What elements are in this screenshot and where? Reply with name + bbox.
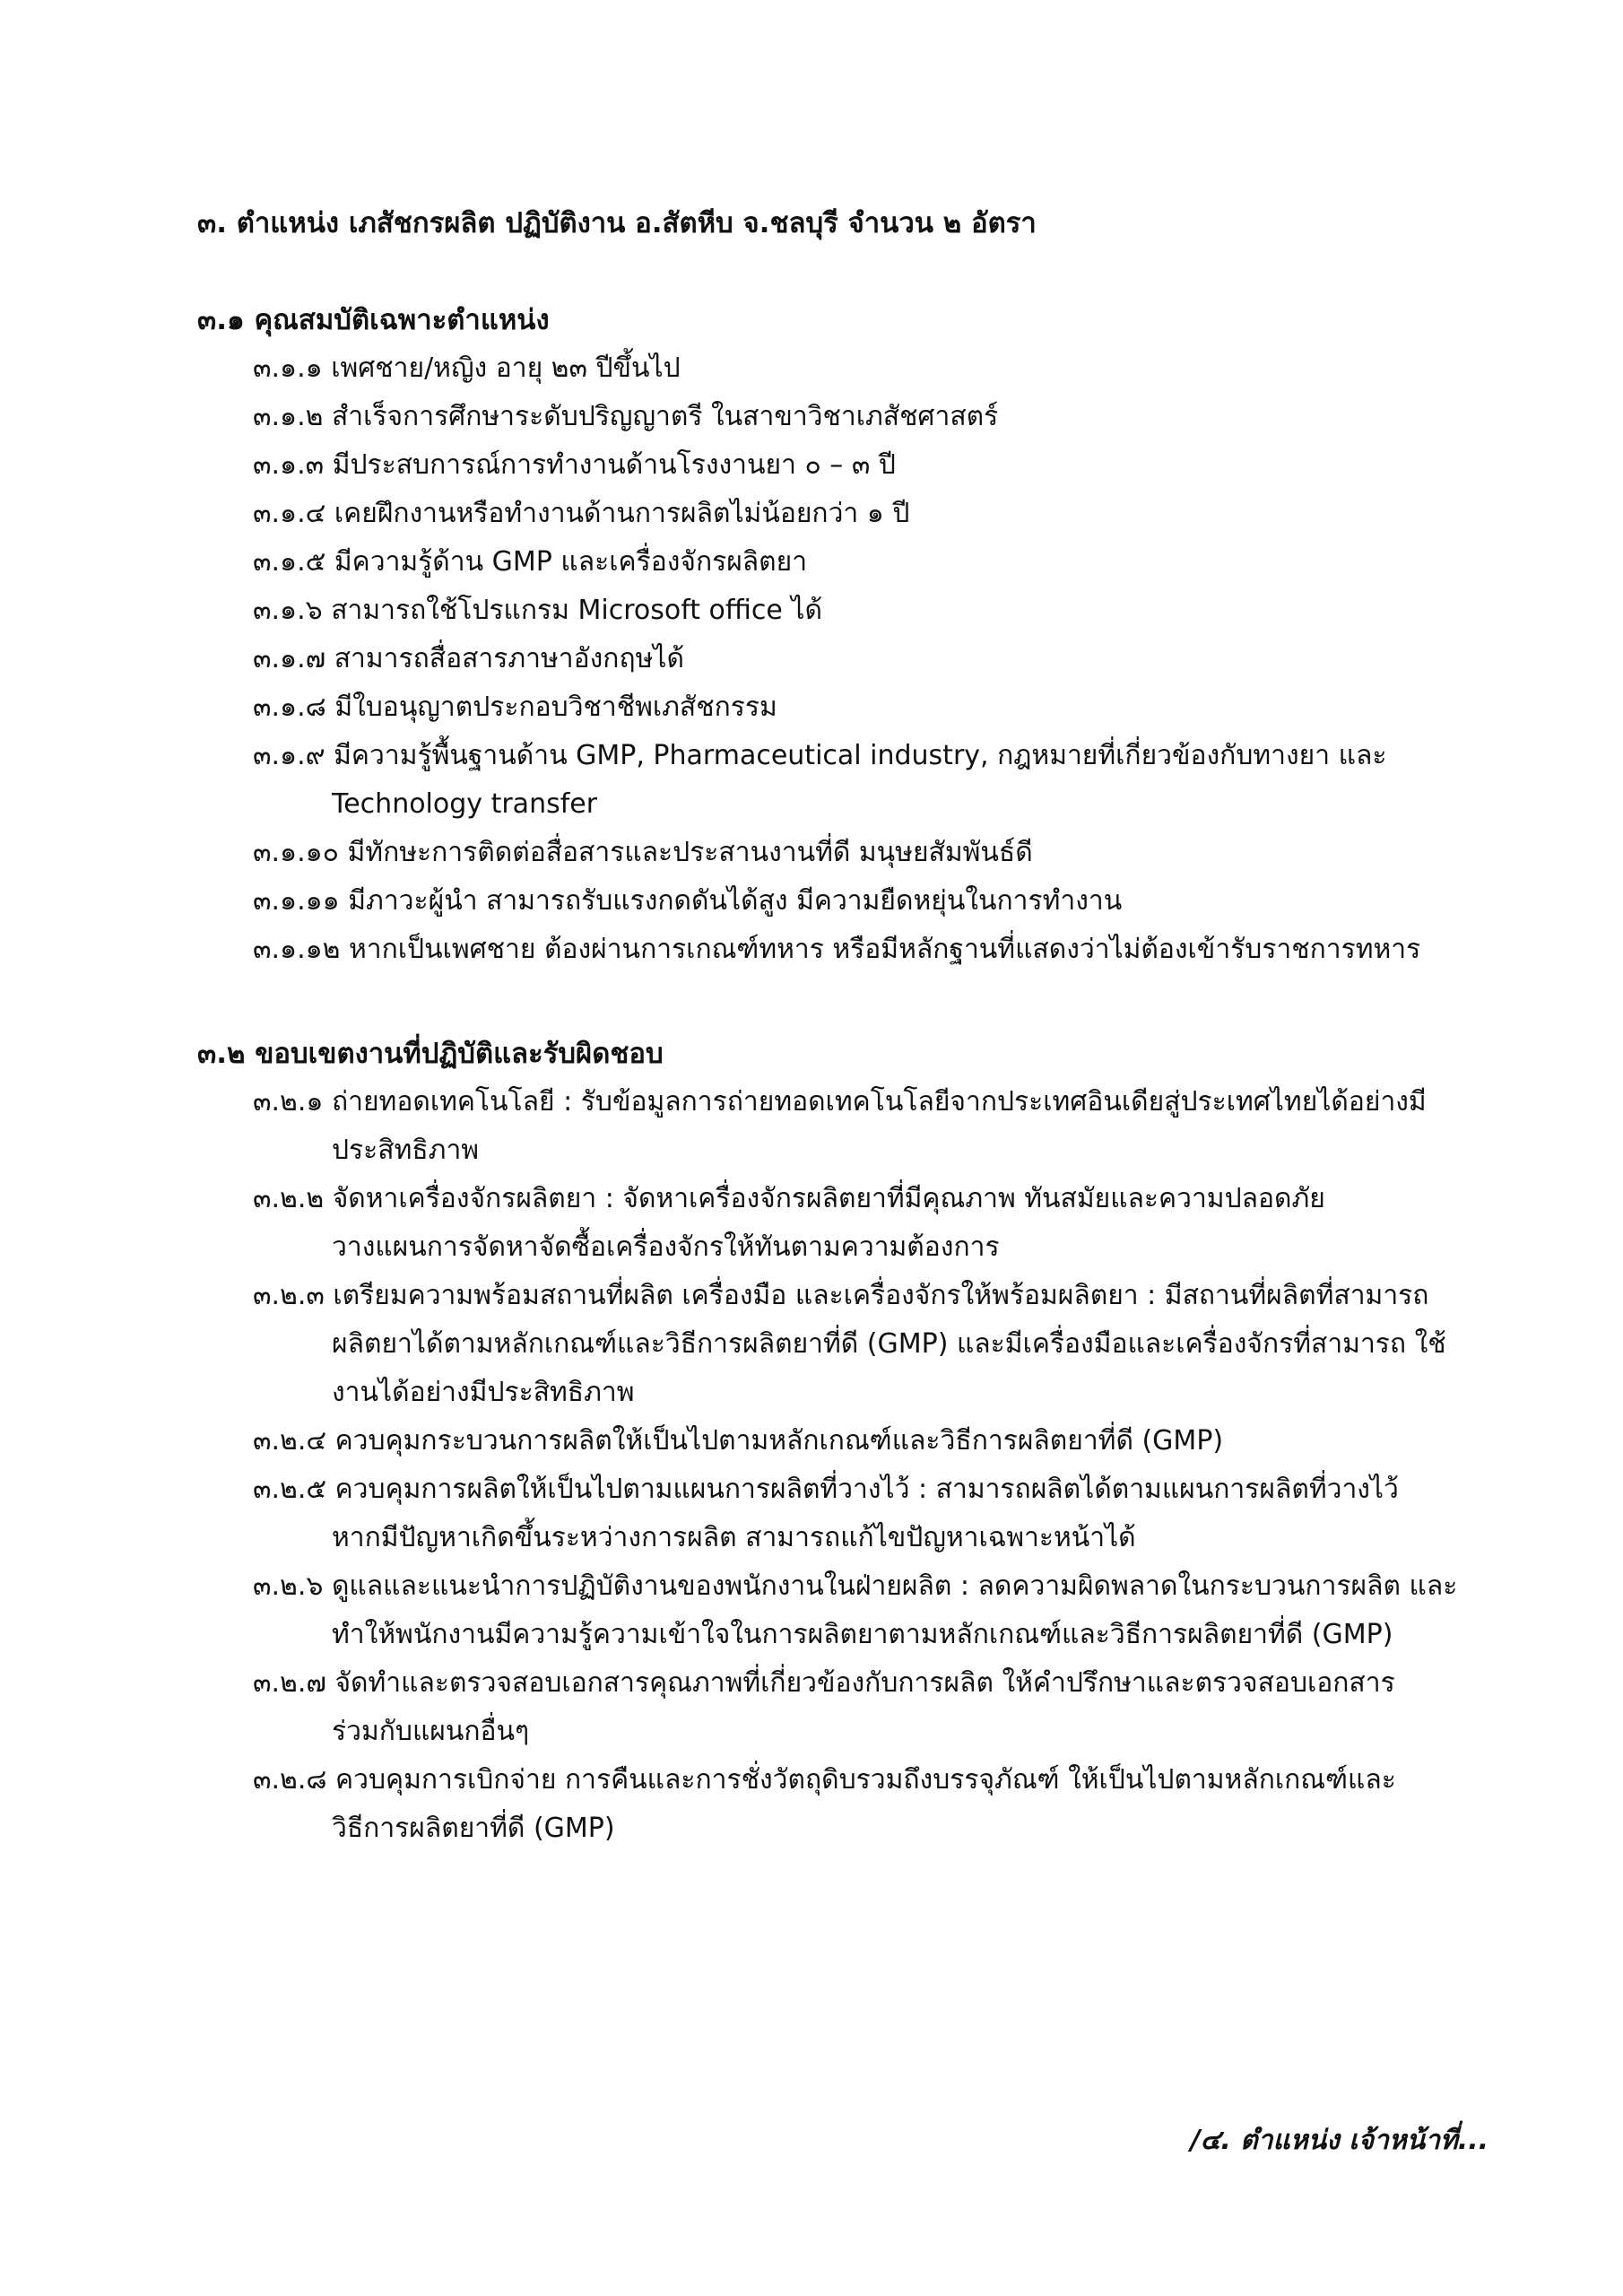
list-item [253,441,1487,490]
item-number: ๓.๒.๗ [253,1667,326,1699]
item-continuation: ร่วมกับแผนกอื่นๆ [332,1716,530,1747]
responsibilities-list [0,1078,1623,1853]
item-continuation: ผลิตยาได้ตามหลักเกณฑ์และวิธีการผลิตยาที่ดี (GMP) และมีเครื่องมือและเครื่องจักรที่สามารถ ใช้งานได้อย่างมีประสิทธิภาพ [332,1328,1446,1408]
list-item [253,732,1487,829]
list-item [253,1417,1487,1465]
item-text: เคยฝึกงานหรือทำงานด้านการผลิตไม่น้อยกว่า ๑ ปี [334,498,910,529]
item-text: ควบคุมการเบิกจ่าย การคืนและการชั่งวัตถุดิบรวมถึงบรรจุภัณฑ์ ให้เป็นไปตามหลักเกณฑ์และ [335,1764,1396,1796]
list-item [253,344,1487,393]
item-text: จัดทำและตรวจสอบเอกสารคุณภาพที่เกี่ยวข้องกับการผลิต ให้คำปรึกษาและตรวจสอบเอกสาร [334,1667,1395,1699]
section-title: ๓. ตำแหน่ง เภสัชกรผลิต ปฏิบัติงาน อ.สัตหีบ จ.ชลบุรี จำนวน ๒ อัตรา [197,207,1037,239]
qualifications-list [0,344,1623,974]
item-number: ๓.๑.๒ [253,401,324,432]
item-number: ๓.๒.๖ [253,1570,324,1602]
item-number: ๓.๑.๑๒ [253,934,341,965]
item-number: ๓.๑.๔ [253,498,326,529]
item-number: ๓.๑.๗ [253,643,326,674]
item-text: มีใบอนุญาตประกอบวิชาชีพเภสัชกรรม [334,691,777,723]
list-item [253,1175,1487,1272]
item-text: เตรียมความพร้อมสถานที่ผลิต เครื่องมือ และเครื่องจักรให้พร้อมผลิตยา : มีสถานที่ผลิตที่สามารถ [333,1280,1429,1311]
item-text: ควบคุมการผลิตให้เป็นไปตามแผนการผลิตที่วางไว้ : สามารถผลิตได้ตามแผนการผลิตที่วางไว้ [334,1474,1399,1505]
qualifications-heading: ๓.๑ คุณสมบัติเฉพาะตำแหน่ง [197,304,550,336]
item-number: ๓.๒.๓ [253,1280,325,1311]
item-text: หากเป็นเพศชาย ต้องผ่านการเกณฑ์ทหาร หรือมีหลักฐานที่แสดงว่าไม่ต้องเข้ารับราชการทหาร [349,934,1421,965]
list-item [253,635,1487,683]
list-item [253,683,1487,732]
item-text: ควบคุมกระบวนการผลิตให้เป็นไปตามหลักเกณฑ์และวิธีการผลิตยาที่ดี (GMP) [334,1425,1224,1457]
item-text: สำเร็จการศึกษาระดับปริญญาตรี ในสาขาวิชาเภสัชศาสตร์ [331,401,999,432]
item-number: ๓.๒.๘ [253,1764,327,1796]
item-number: ๓.๑.๑๐ [253,837,339,868]
item-number: ๓.๑.๕ [253,546,326,578]
item-number: ๓.๑.๓ [253,449,325,481]
item-number: ๓.๑.๙ [253,740,325,771]
list-item [253,490,1487,538]
list-item [253,393,1487,441]
item-number: ๓.๑.๖ [253,595,323,626]
list-item [253,1078,1487,1175]
item-number: ๓.๑.๑ [253,352,323,384]
item-continuation: วางแผนการจัดหาจัดซื้อเครื่องจักรให้ทันตามความต้องการ [332,1231,1000,1263]
item-text: มีประสบการณ์การทำงานด้านโรงงานยา ๐ – ๓ ปี [332,449,896,481]
item-number: ๓.๑.๘ [253,691,326,723]
list-item [253,587,1487,635]
list-item [253,877,1487,926]
list-item [253,538,1487,587]
list-item [253,829,1487,877]
item-number: ๓.๒.๒ [253,1183,325,1214]
responsibilities-heading: ๓.๒ ขอบเขตงานที่ปฏิบัติและรับผิดชอบ [197,1038,664,1070]
item-number: ๓.๒.๑ [253,1086,324,1118]
item-text: มีทักษะการติดต่อสื่อสารและประสานงานที่ดี มนุษยสัมพันธ์ดี [347,837,1033,868]
item-continuation: วิธีการผลิตยาที่ดี (GMP) [332,1813,615,1844]
item-text: สามารถใช้โปรแกรม Microsoft office ได้ [331,595,822,626]
item-continuation: ประสิทธิภาพ [332,1135,480,1166]
item-number: ๓.๒.๔ [253,1425,327,1457]
item-text: มีความรู้พื้นฐานด้าน GMP, Pharmaceutical industry, กฎหมายที่เกี่ยวข้องกับทางยา และ [334,740,1387,771]
item-text: จัดหาเครื่องจักรผลิตยา : จัดหาเครื่องจักรผลิตยาที่มีคุณภาพ ทันสมัยและความปลอดภัย [332,1183,1325,1214]
list-item [253,1659,1487,1756]
list-item [253,926,1487,974]
item-number: ๓.๒.๕ [253,1474,327,1505]
list-item [253,1562,1487,1659]
item-text: มีภาวะผู้นำ สามารถรับแรงกดดันได้สูง มีความยืดหยุ่นในการทำงาน [348,885,1123,917]
item-text: มีความรู้ด้าน GMP และเครื่องจักรผลิตยา [334,546,808,578]
item-text: ถ่ายทอดเทคโนโลยี : รับข้อมูลการถ่ายทอดเทคโนโลยีจากประเทศอินเดียสู่ประเทศไทยได้อย่างมี [331,1086,1427,1118]
item-continuation: หากมีปัญหาเกิดขึ้นระหว่างการผลิต สามารถแก้ไขปัญหาเฉพาะหน้าได้ [332,1522,1136,1553]
item-text: เพศชาย/หญิง อายุ ๒๓ ปีขึ้นไป [331,352,681,384]
next-page-note: /๔. ตำแหน่ง เจ้าหน้าที่... [1190,2125,1488,2156]
item-continuation: Technology transfer [332,788,598,820]
list-item [253,1272,1487,1417]
item-text: ดูแลและแนะนำการปฏิบัติงานของพนักงานในฝ่ายผลิต : ลดความผิดพลาดในกระบวนการผลิต และ [331,1570,1458,1602]
item-continuation: ทำให้พนักงานมีความรู้ความเข้าใจในการผลิตยาตามหลักเกณฑ์และวิธีการผลิตยาที่ดี (GMP) [332,1619,1393,1650]
item-text: สามารถสื่อสารภาษาอังกฤษได้ [334,643,684,674]
list-item [253,1756,1487,1853]
item-number: ๓.๑.๑๑ [253,885,340,917]
list-item [253,1465,1487,1562]
